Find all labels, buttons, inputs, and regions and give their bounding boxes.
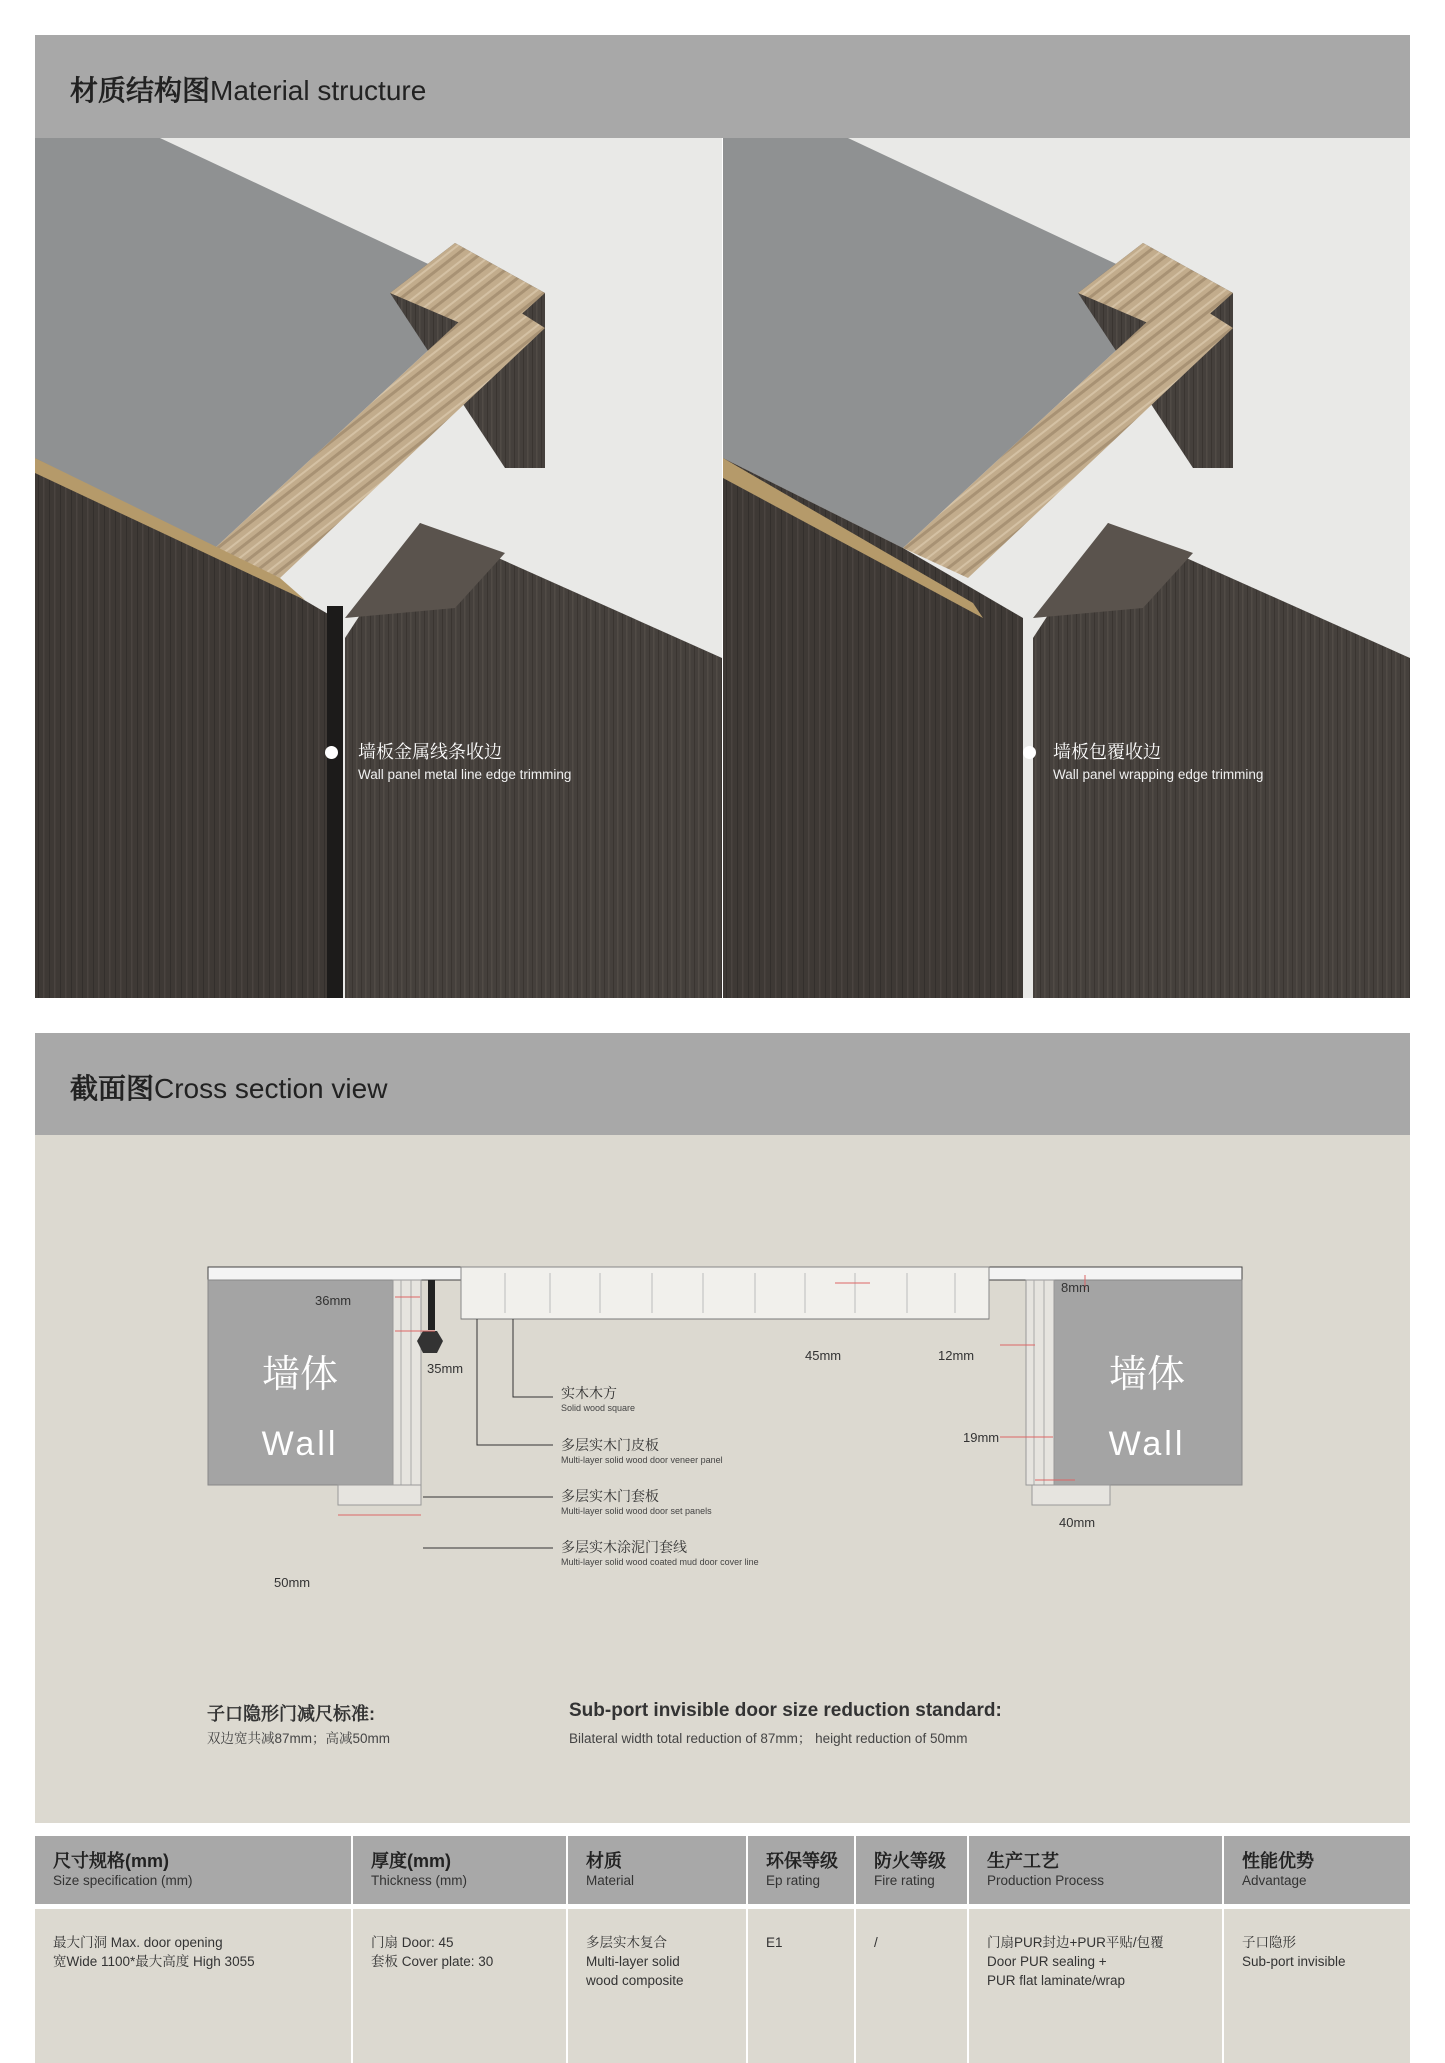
material-structure-header: [35, 35, 1410, 138]
callout-label-zh: 墙板金属线条收边: [358, 738, 502, 764]
callout-label-en: Wall panel metal line edge trimming: [358, 767, 571, 782]
spec-data-row: [35, 1907, 1410, 2063]
header-ep-rating: 环保等级 Ep rating: [747, 1836, 855, 1907]
label-cover-line-en: Multi-layer solid wood coated mud door cover line: [561, 1557, 759, 1567]
dim-40: 40mm: [1059, 1515, 1095, 1530]
cell-material: 多层实木复合 Multi-layer solid wood composite: [567, 1907, 747, 2063]
right-wall-zh: 墙体: [1109, 1354, 1185, 1396]
callout-label-en: Wall panel wrapping edge trimming: [1053, 767, 1263, 782]
dim-35: 35mm: [427, 1361, 463, 1376]
render-metal-edge: [35, 138, 722, 998]
callout-dot: [1023, 746, 1036, 759]
callout-dot: [325, 746, 338, 759]
header-process: 生产工艺 Production Process: [968, 1836, 1223, 1907]
standard-title-zh: 子口隐形门减尺标准:: [207, 1700, 375, 1726]
cell-process: 门扇PUR封边+PUR平贴/包覆 Door PUR sealing + PUR flat laminate/wrap: [968, 1907, 1223, 2063]
spec-header-row: [35, 1836, 1410, 1907]
label-set-panels-zh: 多层实木门套板: [561, 1488, 659, 1504]
cell-thickness: 门扇 Door: 45 套板 Cover plate: 30: [352, 1907, 567, 2063]
right-wall-en: Wall: [1109, 1425, 1186, 1463]
label-solid-wood-zh: 实木木方: [561, 1385, 617, 1401]
cell-ep-rating: E1: [747, 1907, 855, 2063]
label-cover-line-zh: 多层实木涂泥门套线: [561, 1539, 687, 1555]
cell-size: 最大门洞 Max. door opening 宽Wide 1100*最大高度 High 3055: [35, 1907, 352, 2063]
header-size: 尺寸规格(mm) Size specification (mm): [35, 1836, 352, 1907]
header-thickness: 厚度(mm) Thickness (mm): [352, 1836, 567, 1907]
left-wall-zh: 墙体: [262, 1354, 338, 1396]
standard-desc-en: Bilateral width total reduction of 87mm； height reduction of 50mm: [569, 1727, 967, 1747]
dim-8: 8mm: [1061, 1280, 1090, 1295]
dim-12: 12mm: [938, 1348, 974, 1363]
header-fire-rating: 防火等级 Fire rating: [855, 1836, 968, 1907]
cell-fire-rating: /: [855, 1907, 968, 2063]
dim-19: 19mm: [963, 1430, 999, 1445]
cross-section-panel: [35, 1135, 1410, 1823]
label-set-panels-en: Multi-layer solid wood door set panels: [561, 1506, 712, 1516]
label-veneer-en: Multi-layer solid wood door veneer panel: [561, 1455, 723, 1465]
label-solid-wood-en: Solid wood square: [561, 1403, 635, 1413]
standard-desc-zh: 双边宽共减87mm；高减50mm: [207, 1727, 390, 1747]
dim-50: 50mm: [274, 1575, 310, 1590]
cell-advantage: 子口隐形 Sub-port invisible: [1223, 1907, 1410, 2063]
standard-title-en: Sub-port invisible door size reduction standard:: [569, 1700, 1002, 1722]
section-title: 材质结构图Material structure: [70, 69, 426, 109]
label-veneer-zh: 多层实木门皮板: [561, 1437, 659, 1453]
dim-36: 36mm: [315, 1293, 351, 1308]
dim-45: 45mm: [805, 1348, 841, 1363]
left-wall-en: Wall: [262, 1425, 339, 1463]
spec-table: [35, 1836, 1410, 2063]
photo-wrapping-edge: [723, 138, 1410, 998]
callout-label-zh: 墙板包覆收边: [1053, 738, 1161, 764]
render-wrapping-edge: [723, 138, 1410, 998]
section-title: 截面图Cross section view: [70, 1067, 387, 1107]
photo-metal-edge: [35, 138, 722, 998]
cross-section-header: [35, 1033, 1410, 1136]
header-material: 材质 Material: [567, 1836, 747, 1907]
header-advantage: 性能优势 Advantage: [1223, 1836, 1410, 1907]
